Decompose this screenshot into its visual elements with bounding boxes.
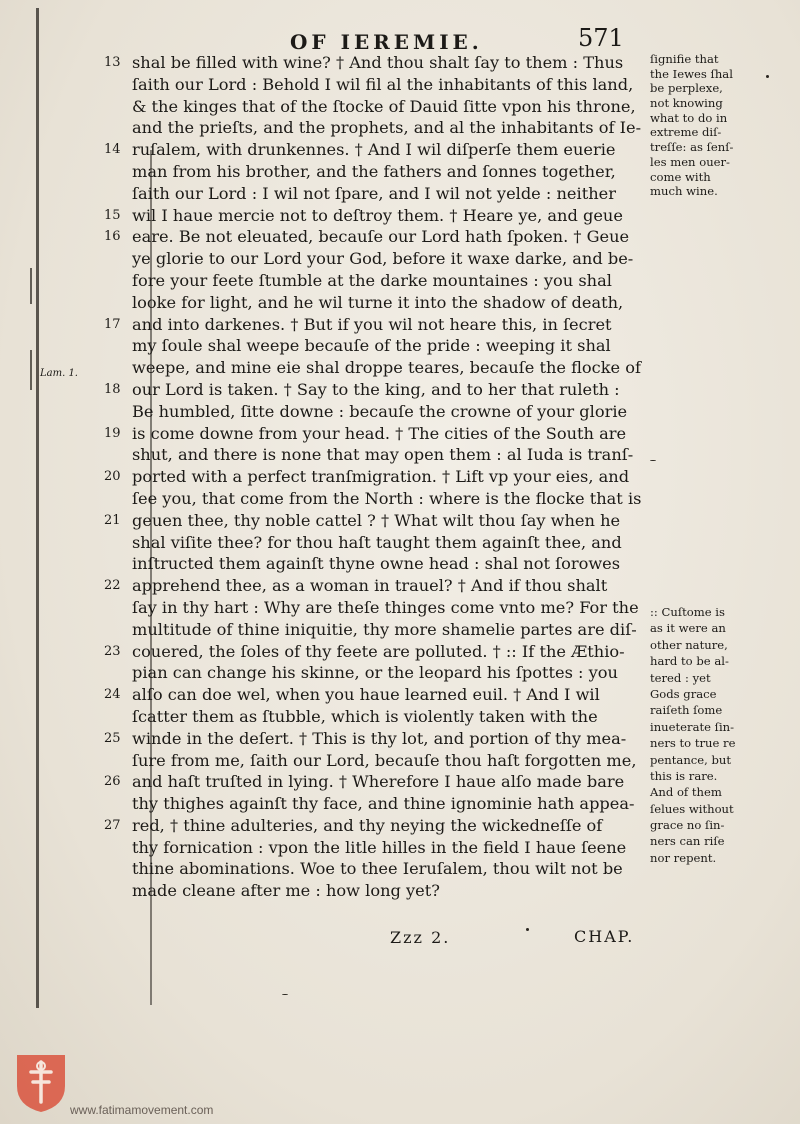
text-line [100, 292, 645, 314]
line-text: ſee you, that come from the North : where is the flocke that is [132, 488, 642, 508]
verse-number: 13 [104, 55, 121, 70]
gloss-line: Gods grace [650, 686, 717, 701]
scripture-text-block [100, 52, 645, 902]
text-line [100, 641, 645, 663]
text-line [100, 314, 645, 336]
line-text: Be humbled, ſitte downe : becauſe the crowne of your glorie [132, 401, 628, 421]
line-text: my ſoule shal weepe becauſe of the pride : weeping it shal [132, 336, 611, 356]
gloss-line: tered : yet [650, 670, 711, 685]
signature-mark: Zzz 2. [390, 928, 451, 947]
text-line [100, 226, 645, 248]
gloss-line: les men ouer- [650, 154, 730, 169]
line-text: winde in the deſert. † This is thy lot, and portion of thy mea- [132, 728, 627, 748]
text-line [100, 161, 645, 183]
line-text: ye glorie to our Lord your God, before it waxe darke, and be- [132, 249, 634, 269]
text-line [100, 793, 645, 815]
line-text: and into darkenes. † But if you wil not heare this, in ſecret [132, 314, 612, 334]
gloss-line: ſelues without [650, 801, 734, 816]
line-text: our Lord is taken. † Say to the king, and to her that ruleth : [132, 379, 620, 399]
line-text: ſaith our Lord : I wil not ſpare, and I wil not yelde : neither [132, 183, 616, 203]
text-line [100, 858, 645, 880]
margin-mark [30, 268, 32, 304]
ink-speck [526, 928, 529, 931]
fatima-movement-logo-icon [14, 1052, 68, 1114]
line-text: fore your feete ſtumble at the darke mountaines : you shal [132, 270, 612, 290]
gloss-line: this is rare. [650, 768, 718, 783]
line-text: and the prieſts, and the prophets, and al the inhabitants of Ie- [132, 118, 642, 138]
text-line [100, 357, 645, 379]
line-text: pian can change his skinne, or the leopard his ſpottes : you [132, 663, 618, 683]
line-text: ſay in thy hart : Why are theſe thinges come vnto me? For the [132, 597, 639, 617]
line-text: ruſalem, with drunkennes. † And I wil diſperſe them euerie [132, 140, 616, 160]
line-text: shut, and there is none that may open them : al Iuda is tranſ- [132, 445, 634, 465]
verse-number: 16 [104, 229, 121, 245]
text-line [100, 597, 645, 619]
text-line [100, 401, 645, 423]
line-text: thy thighes againſt thy face, and thine ignominie hath appea- [132, 794, 635, 814]
verse-number: 18 [104, 381, 121, 397]
verse-number: 26 [104, 774, 121, 790]
page-edge-rule [36, 8, 39, 1008]
verse-number: 19 [104, 425, 121, 441]
line-text: eare. Be not eleuated, becauſe our Lord hath ſpoken. † Geue [132, 227, 630, 247]
line-text: apprehend thee, as a woman in trauel? † And if thou shalt [132, 576, 608, 596]
text-line [100, 423, 645, 445]
text-line [100, 662, 645, 684]
line-text: is come downe from your head. † The cities of the South are [132, 423, 627, 443]
line-text: man from his brother, and the fathers and ſonnes together, [132, 161, 616, 181]
line-text: couered, the ſoles of thy feete are polluted. † :: If the Æthio- [132, 641, 625, 661]
gloss-line: grace no ſin- [650, 818, 725, 833]
website-url[interactable]: www.fatimamovement.com [70, 1103, 214, 1117]
text-line [100, 750, 645, 772]
text-line [100, 444, 645, 466]
gloss-line: not knowing [650, 96, 723, 111]
verse-number: 14 [104, 142, 121, 158]
text-line [100, 575, 645, 597]
gloss-line: as it were an [650, 621, 726, 636]
gloss-line: pentance, but [650, 752, 732, 767]
text-line [100, 466, 645, 488]
gloss-line: ſignifie that [650, 52, 719, 66]
text-line [100, 335, 645, 357]
text-line [100, 880, 645, 902]
running-head-title: OF IEREMIE. [290, 30, 483, 54]
verse-number: 23 [104, 643, 121, 659]
margin-mark [30, 350, 32, 390]
gloss-line: And of them [650, 785, 722, 800]
text-line [100, 270, 645, 292]
text-line [100, 728, 645, 750]
gloss-line: treſſe: as ſenſ- [650, 140, 734, 155]
line-text: weepe, and mine eie shal droppe teares, becauſe the flocke of [132, 358, 641, 378]
gloss-line: :: Cuſtome is [650, 605, 725, 619]
line-text: alſo can doe wel, when you haue learned euil. † And I wil [132, 685, 600, 705]
gloss-line: much wine. [650, 184, 718, 199]
verse-number: 27 [104, 817, 121, 833]
gloss-line: other nature, [650, 637, 728, 652]
verse-number: 20 [104, 469, 121, 485]
text-line [100, 706, 645, 728]
line-text: ſcatter them as ſtubble, which is violently taken with the [132, 706, 598, 726]
verse-number: 21 [104, 512, 121, 528]
line-text: shal viſite thee? for thou haſt taught them againſt thee, and [132, 532, 622, 552]
text-line [100, 815, 645, 837]
line-text: geuen thee, thy noble cattel ? † What wilt thou ſay when he [132, 510, 621, 530]
gloss-line: what to do in [650, 110, 728, 125]
gloss-line: raiſeth ſome [650, 703, 723, 718]
marginal-gloss-top [650, 52, 770, 199]
text-line [100, 139, 645, 161]
line-text: red, † thine adulteries, and thy neying the wickedneſſe of [132, 815, 603, 835]
line-text: ported with a perfect tranſmigration. † Lift vp your eies, and [132, 467, 630, 487]
ink-speck [282, 994, 288, 995]
text-line [100, 771, 645, 793]
catchword: CHAP. [574, 927, 635, 946]
marginal-gloss-bottom [650, 604, 790, 866]
text-line [100, 488, 645, 510]
verse-number: 17 [104, 316, 121, 332]
text-line [100, 117, 645, 139]
line-text: thy fornication : vpon the litle hilles in the field I haue ſeene [132, 837, 627, 857]
text-line [100, 379, 645, 401]
ink-speck [766, 75, 769, 78]
gloss-line: come with [650, 169, 711, 184]
margin-reference: Lam. 1. [40, 368, 78, 379]
text-line [100, 183, 645, 205]
line-text: made cleane after me : how long yet? [132, 881, 440, 901]
text-line [100, 532, 645, 554]
verse-number: 25 [104, 730, 121, 746]
gloss-line: hard to be al- [650, 654, 729, 669]
verse-number: 15 [104, 207, 121, 223]
gloss-line: inueterate ſin- [650, 719, 735, 734]
gloss-line: ners to true re [650, 736, 736, 751]
text-line [100, 837, 645, 859]
gloss-line: be perplexe, [650, 81, 723, 96]
line-text: & the kinges that of the ſtocke of Dauid ſitte vpon his throne, [132, 96, 636, 116]
page-number: 571 [578, 24, 624, 52]
verse-number: 22 [104, 578, 121, 594]
line-text: wil I haue mercie not to deſtroy them. † Heare ye, and geue [132, 205, 623, 225]
gloss-line: the Iewes ſhal [650, 66, 733, 81]
line-text: shal be filled with wine? † And thou shalt ſay to them : Thus [132, 53, 624, 72]
text-line [100, 74, 645, 96]
line-text: thine abominations. Woe to thee Ieruſalem, thou wilt not be [132, 859, 623, 879]
text-line [100, 52, 645, 74]
gloss-line: extreme diſ- [650, 125, 722, 140]
text-line [100, 553, 645, 575]
text-line [100, 205, 645, 227]
verse-number: 24 [104, 687, 121, 703]
gloss-line: ners can riſe [650, 834, 725, 849]
text-line [100, 684, 645, 706]
text-line [100, 248, 645, 270]
ink-speck [650, 460, 656, 461]
gloss-line: nor repent. [650, 850, 717, 865]
line-text: ſure from me, ſaith our Lord, becauſe thou haſt forgotten me, [132, 750, 637, 770]
text-line [100, 619, 645, 641]
line-text: inſtructed them againſt thyne owne head : shal not ſorowes [132, 554, 621, 574]
line-text: ſaith our Lord : Behold I wil fil al the inhabitants of this land, [132, 74, 634, 94]
text-line [100, 96, 645, 118]
line-text: looke for light, and he wil turne it into the shadow of death, [132, 292, 624, 312]
line-text: and haſt truſted in lying. † Wherefore I haue alſo made bare [132, 772, 625, 792]
text-line [100, 510, 645, 532]
line-text: multitude of thine iniquitie, thy more shamelie partes are diſ- [132, 619, 637, 639]
